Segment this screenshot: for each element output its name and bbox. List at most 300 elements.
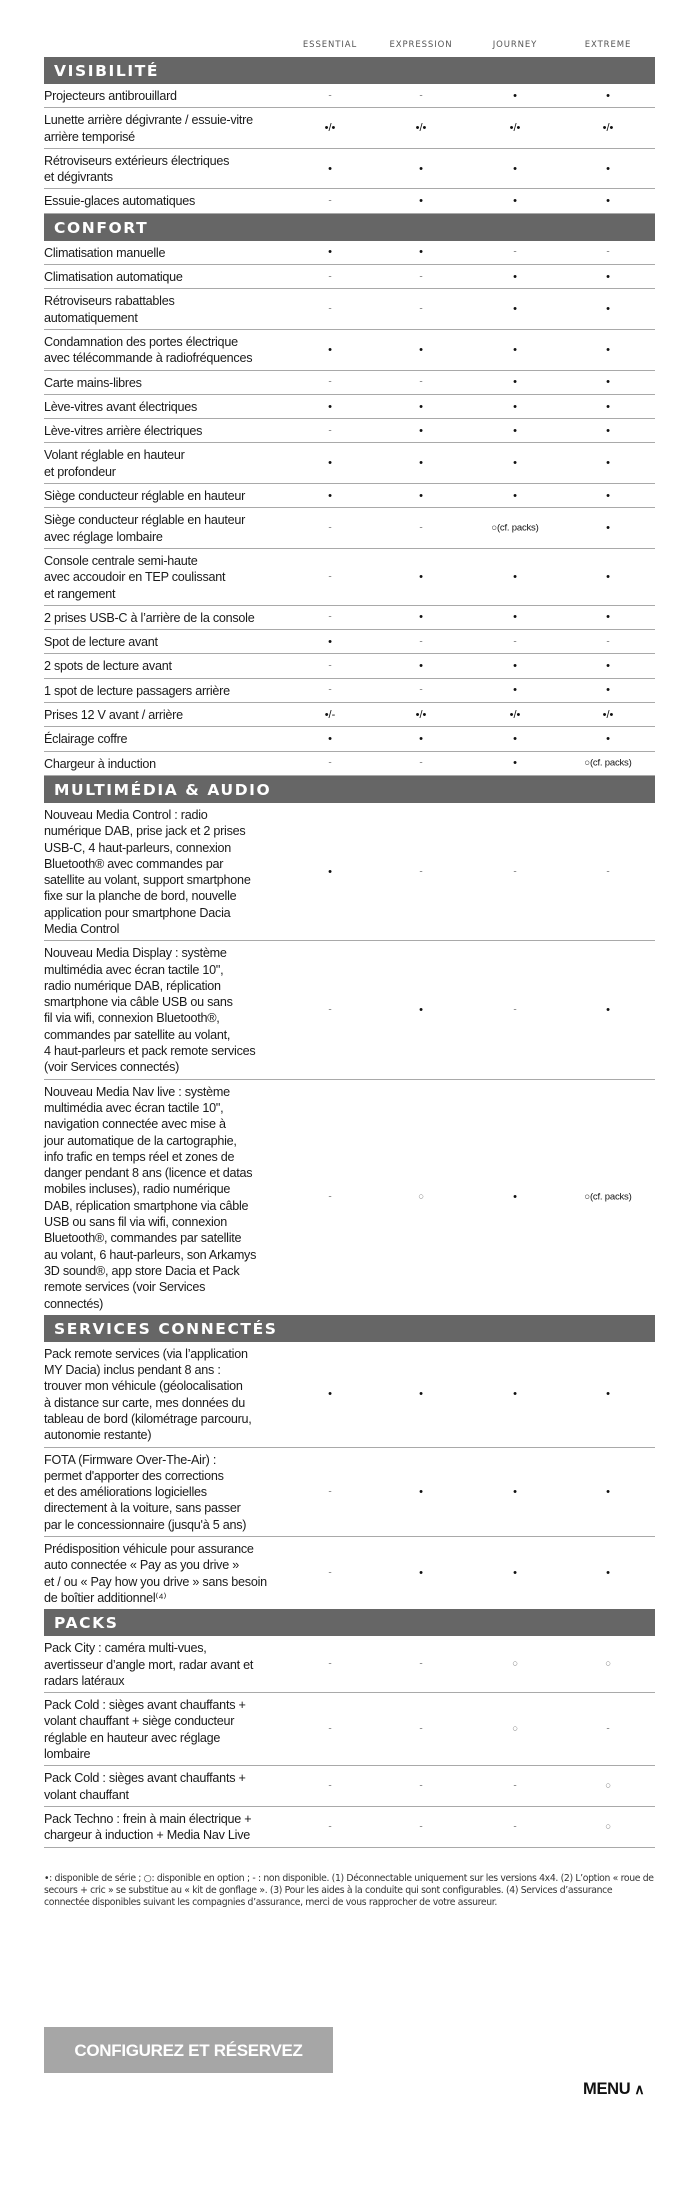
availability-extreme: • [606,489,610,502]
availability-cells [288,549,655,605]
feature-label-line: radars latéraux [44,1673,125,1688]
feature-label-line: USB-C, 4 haut-parleurs, connexion [44,840,232,855]
table-row [44,630,655,654]
feature-label-line: et des améliorations logicielles [44,1485,207,1500]
feature-label [44,508,288,548]
availability-expression: - [419,522,423,534]
availability-extreme: • [606,270,610,283]
availability-essential: • [328,489,332,502]
availability-expression: • [419,400,423,413]
feature-label-line: fixe sur la planche de bord, nouvelle [44,889,237,904]
availability-journey: - [513,246,517,258]
availability-journey: • [513,1191,517,1204]
table-row [44,549,655,606]
availability-expression: • [419,611,423,624]
feature-label-line: DAB, réplication smartphone via câble [44,1198,249,1213]
availability-extreme: • [606,1388,610,1401]
availability-cells [288,149,655,189]
feature-label-line: de boîtier additionnel⁽⁴⁾ [44,1590,167,1605]
availability-essential: •/• [324,122,336,135]
availability-essential: • [328,865,332,878]
availability-expression: - [419,1780,423,1792]
availability-journey: • [513,611,517,624]
feature-label-line: commandes par satellite au volant, [44,1027,231,1042]
table-row [44,189,655,213]
feature-label-line: autonomie restante) [44,1428,152,1443]
availability-cells [288,1807,655,1847]
feature-label-line: Lève-vitres arrière électriques [44,424,203,439]
availability-extreme: ○(cf. packs) [584,1191,632,1203]
table-row [44,108,655,149]
feature-label [44,803,288,940]
availability-cells [288,395,655,418]
feature-label [44,630,288,653]
feature-label [44,108,288,148]
feature-label-line: Console centrale semi-haute [44,553,198,568]
availability-cells [288,1537,655,1609]
availability-expression: • [419,343,423,356]
availability-essential: • [328,635,332,648]
availability-cells [288,265,655,288]
feature-label [44,679,288,702]
feature-label [44,189,288,212]
feature-label-line: multimédia avec écran tactile 10", [44,1100,224,1115]
availability-essential: - [328,684,332,696]
availability-expression: • [419,732,423,745]
feature-label [44,241,288,264]
feature-label-line: 4 haut-parleurs et pack remote services [44,1044,256,1059]
availability-expression: - [419,636,423,648]
availability-extreme: • [606,1567,610,1580]
availability-cells [288,1448,655,1536]
feature-label [44,265,288,288]
availability-journey: •/• [509,708,521,721]
availability-journey: • [513,684,517,697]
availability-journey: • [513,660,517,673]
availability-expression: - [419,1723,423,1735]
availability-cells [288,703,655,726]
availability-cells [288,1342,655,1447]
menu-label: MENU [583,2080,631,2098]
feature-label-line: 2 spots de lecture avant [44,659,172,674]
availability-essential: - [328,1658,332,1670]
availability-journey: - [513,636,517,648]
availability-journey: • [513,489,517,502]
availability-extreme: • [606,424,610,437]
feature-label-line: Bluetooth®, commandes par satellite [44,1231,242,1246]
availability-journey: - [513,1821,517,1833]
feature-label-line: tableau de bord (kilométrage parcouru, [44,1412,252,1426]
availability-cells [288,1693,655,1765]
table-row [44,654,655,678]
availability-extreme: - [606,636,610,648]
availability-journey: • [513,376,517,389]
table-row [44,1693,655,1766]
availability-cells [288,1766,655,1806]
feature-label [44,149,288,189]
feature-label-line: Chargeur à induction [44,756,156,771]
availability-essential: - [328,195,332,207]
feature-label-line: danger pendant 8 ans (licence et datas [44,1166,253,1181]
table-row [44,1342,655,1448]
availability-journey: • [513,195,517,208]
availability-journey: • [513,1485,517,1498]
feature-label-line: et / ou « Pay how you drive » sans besoin [44,1574,267,1589]
column-header-essential: ESSENTIAL [302,40,358,50]
availability-expression: • [419,424,423,437]
availability-cells [288,484,655,507]
feature-label-line: smartphone via câble USB ou sans [44,995,233,1010]
feature-label [44,84,288,107]
feature-label-line: réglable en hauteur avec réglage [44,1730,221,1745]
feature-label-line: avec réglage lombaire [44,529,163,544]
feature-label-line: mobiles incluses), radio numérique [44,1182,231,1197]
feature-label-line: remote services (voir Services [44,1280,206,1295]
column-header-extreme: EXTREME [584,40,632,50]
feature-label [44,395,288,418]
feature-label-line: multimédia avec écran tactile 10", [44,962,224,977]
availability-extreme: • [606,162,610,175]
feature-label-line: MY Dacia) inclus pendant 8 ans : [44,1363,221,1378]
table-row [44,703,655,727]
availability-expression: • [419,660,423,673]
availability-journey: ○ [511,1723,519,1735]
feature-label [44,654,288,677]
availability-cells [288,443,655,483]
availability-extreme: • [606,89,610,102]
feature-label-line: Media Control [44,921,120,936]
availability-extreme: • [606,303,610,316]
feature-label-line: permet d'apporter des corrections [44,1468,224,1483]
feature-label-line: Projecteurs antibrouillard [44,89,177,103]
availability-expression: - [419,303,423,315]
availability-extreme: - [606,1723,610,1735]
feature-label [44,606,288,629]
availability-extreme: ○ [604,1821,612,1833]
feature-label [44,1080,288,1315]
availability-essential: • [328,162,332,175]
availability-journey: • [513,424,517,437]
availability-extreme: ○(cf. packs) [584,757,632,769]
availability-extreme: ○ [604,1780,612,1792]
column-header-journey: JOURNEY [492,40,538,50]
availability-journey: •/• [509,122,521,135]
feature-label-line: volant chauffant [44,1787,129,1802]
table-row [44,443,655,484]
availability-expression: - [419,376,423,388]
feature-label [44,703,288,726]
availability-journey: • [513,89,517,102]
availability-journey: • [513,343,517,356]
section-header: SERVICES CONNECTÉS [44,1315,655,1342]
feature-label-line: application pour smartphone Dacia [44,905,231,920]
feature-label-line: Lève-vitres avant électriques [44,399,198,414]
table-row [44,241,655,265]
availability-essential: - [328,1821,332,1833]
availability-journey: - [513,1780,517,1792]
availability-extreme: • [606,522,610,535]
feature-label-line: lombaire [44,1747,91,1762]
availability-essential: • [328,732,332,745]
table-row [44,289,655,330]
feature-label-line: satellite au volant, support smartphone [44,873,251,888]
feature-label-line: Pack Cold : sièges avant chauffants + [44,1771,246,1786]
table-row [44,1080,655,1315]
chevron-up-icon: ∧ [634,2081,645,2097]
availability-extreme: • [606,343,610,356]
feature-label-line: Nouveau Media Nav live : système [44,1084,230,1099]
table-row [44,371,655,395]
feature-label-line: numérique DAB, prise jack et 2 prises [44,824,246,839]
availability-essential: - [328,1004,332,1016]
availability-cells [288,108,655,148]
availability-cells [288,606,655,629]
availability-journey: • [513,570,517,583]
table-row [44,330,655,371]
feature-label [44,289,288,329]
feature-label-line: volant chauffant + siège conducteur [44,1714,235,1729]
feature-label-line: 2 prises USB-C à l’arrière de la console [44,610,255,625]
feature-label [44,727,288,750]
availability-extreme: • [606,1485,610,1498]
availability-expression: - [419,90,423,102]
availability-cells [288,241,655,264]
feature-label-line: avertisseur d’angle mort, radar avant et [44,1657,254,1672]
availability-journey: ○(cf. packs) [491,522,539,534]
availability-expression: • [419,1567,423,1580]
availability-expression: • [419,195,423,208]
table-row [44,265,655,289]
availability-essential: - [328,90,332,102]
section-header: PACKS [44,1609,655,1636]
availability-cells [288,803,655,940]
table-row [44,727,655,751]
feature-label-line: Pack Techno : frein à main électrique + [44,1811,252,1826]
feature-label-line: radio numérique DAB, réplication [44,978,221,993]
availability-extreme: •/• [602,122,614,135]
feature-label-line: Carte mains-libres [44,375,142,390]
availability-cells [288,1080,655,1315]
availability-expression: • [419,1003,423,1016]
feature-label-line: Rétroviseurs rabattables [44,294,175,309]
availability-essential: • [328,246,332,259]
availability-cells [288,419,655,442]
feature-label-line: connectés) [44,1296,104,1311]
feature-label [44,484,288,507]
feature-label-line: Climatisation manuelle [44,245,166,260]
availability-cells [288,752,655,775]
availability-extreme: • [606,570,610,583]
section-header: MULTIMÉDIA & AUDIO [44,776,655,803]
feature-label-line: et profondeur [44,464,116,479]
availability-journey: • [513,1567,517,1580]
feature-label-line: (voir Services connectés) [44,1060,180,1075]
feature-label [44,330,288,370]
availability-essential: - [328,376,332,388]
availability-essential: - [328,757,332,769]
spec-table [44,0,655,1848]
availability-essential: •/- [324,708,336,721]
feature-label-line: FOTA (Firmware Over-The-Air) : [44,1452,217,1467]
feature-label [44,443,288,483]
table-row [44,1766,655,1807]
availability-journey: - [513,866,517,878]
availability-expression: •/• [415,122,427,135]
availability-cells [288,508,655,548]
feature-label [44,752,288,775]
feature-label [44,1537,288,1609]
availability-cells [288,654,655,677]
feature-label-line: et rangement [44,586,116,601]
configure-and-reserve-button[interactable]: CONFIGUREZ ET RÉSERVEZ [44,2027,333,2073]
table-row [44,752,655,776]
feature-label-line: 1 spot de lecture passagers arrière [44,683,230,698]
availability-cells [288,371,655,394]
availability-journey: • [513,1388,517,1401]
availability-essential: - [328,611,332,623]
availability-cells [288,941,655,1078]
feature-label [44,371,288,394]
availability-extreme: - [606,866,610,878]
feature-label-line: info trafic en temps réel et zones de [44,1149,235,1164]
feature-label [44,1448,288,1536]
feature-label-line: navigation connectée avec mise à [44,1117,226,1132]
availability-extreme: - [606,246,610,258]
feature-label-line: Prises 12 V avant / arrière [44,708,183,723]
table-row [44,84,655,108]
table-row [44,419,655,443]
availability-expression: - [419,1658,423,1670]
availability-extreme: • [606,732,610,745]
availability-essential: - [328,571,332,583]
availability-journey: • [513,757,517,770]
table-row [44,803,655,941]
availability-journey: • [513,400,517,413]
availability-cells [288,289,655,329]
feature-label-line: Siège conducteur réglable en hauteur [44,513,246,528]
feature-label-line: avec accoudoir en TEP coulissant [44,570,226,585]
feature-label-line: Éclairage coffre [44,732,128,747]
feature-label [44,549,288,605]
feature-label-line: fil via wifi, connexion Bluetooth®, [44,1011,220,1026]
table-row [44,1636,655,1693]
table-row [44,395,655,419]
availability-extreme: • [606,457,610,470]
availability-extreme: • [606,684,610,697]
availability-journey: • [513,732,517,745]
feature-label-line: auto connectée « Pay as you drive » [44,1558,239,1573]
table-row [44,484,655,508]
feature-label-line: USB ou sans fil via wifi, connexion [44,1215,228,1230]
availability-cells [288,189,655,212]
availability-essential: - [328,1191,332,1203]
availability-essential: - [328,1780,332,1792]
availability-expression: ○ [417,1191,425,1203]
table-row [44,606,655,630]
feature-label [44,1636,288,1692]
table-row [44,1448,655,1537]
availability-journey: • [513,303,517,316]
availability-expression: • [419,489,423,502]
feature-label-line: et dégivrants [44,170,113,185]
availability-extreme: • [606,1003,610,1016]
availability-expression: - [419,684,423,696]
feature-label-line: à distance sur carte, mes données du [44,1395,246,1410]
availability-essential: - [328,303,332,315]
availability-journey: ○ [511,1658,519,1670]
availability-expression: - [419,757,423,769]
table-row [44,508,655,549]
availability-cells [288,630,655,653]
feature-label-line: automatiquement [44,310,138,325]
availability-expression: • [419,1388,423,1401]
availability-essential: • [328,343,332,356]
feature-label-line: chargeur à induction + Media Nav Live [44,1828,251,1843]
feature-label-line: Pack Cold : sièges avant chauffants + [44,1698,246,1713]
feature-label [44,1693,288,1765]
feature-label-line: trouver mon véhicule (géolocalisation [44,1379,243,1394]
feature-label-line: Nouveau Media Control : radio [44,807,208,822]
feature-label-line: arrière temporisé [44,129,135,144]
availability-journey: • [513,270,517,283]
availability-essential: • [328,1388,332,1401]
availability-extreme: • [606,376,610,389]
feature-label-line: Prédisposition véhicule pour assurance [44,1542,254,1557]
availability-essential: - [328,425,332,437]
feature-label-line: Rétroviseurs extérieurs électriques [44,153,230,168]
availability-cells [288,84,655,107]
availability-expression: • [419,246,423,259]
availability-extreme: ○ [604,1658,612,1670]
sections-container [44,57,655,1848]
feature-label-line: Nouveau Media Display : système [44,946,227,961]
feature-label [44,1807,288,1847]
feature-label-line: Bluetooth® avec commandes par [44,856,224,871]
availability-journey: • [513,162,517,175]
feature-label [44,941,288,1078]
availability-essential: • [328,400,332,413]
availability-expression: - [419,1821,423,1833]
availability-essential: - [328,522,332,534]
feature-label-line: Climatisation automatique [44,270,183,285]
feature-label-line: Lunette arrière dégivrante / essuie-vitre [44,113,253,128]
section-header: VISIBILITÉ [44,57,655,84]
availability-essential: - [328,660,332,672]
feature-label-line: jour automatique de la cartographie, [44,1133,237,1148]
availability-essential: - [328,271,332,283]
feature-label [44,419,288,442]
availability-expression: - [419,271,423,283]
availability-cells [288,679,655,702]
feature-label-line: 3D sound®, app store Dacia et Pack [44,1263,240,1278]
table-row [44,1807,655,1848]
feature-label-line: Pack City : caméra multi-vues, [44,1641,207,1656]
menu-toggle[interactable] [583,2080,663,2102]
feature-label-line: Siège conducteur réglable en hauteur [44,489,246,504]
column-headers [44,0,655,57]
table-row [44,679,655,703]
availability-extreme: • [606,660,610,673]
feature-label-line: par le concessionnaire (jusqu'à 5 ans) [44,1517,247,1532]
feature-label-line: Condamnation des portes électrique [44,334,238,349]
table-row [44,1537,655,1609]
availability-essential: - [328,1567,332,1579]
feature-label-line: avec télécommande à radiofréquences [44,351,253,366]
availability-cells [288,1636,655,1692]
table-row [44,941,655,1079]
feature-label [44,1342,288,1447]
feature-label-line: Pack remote services (via l’application [44,1346,248,1361]
